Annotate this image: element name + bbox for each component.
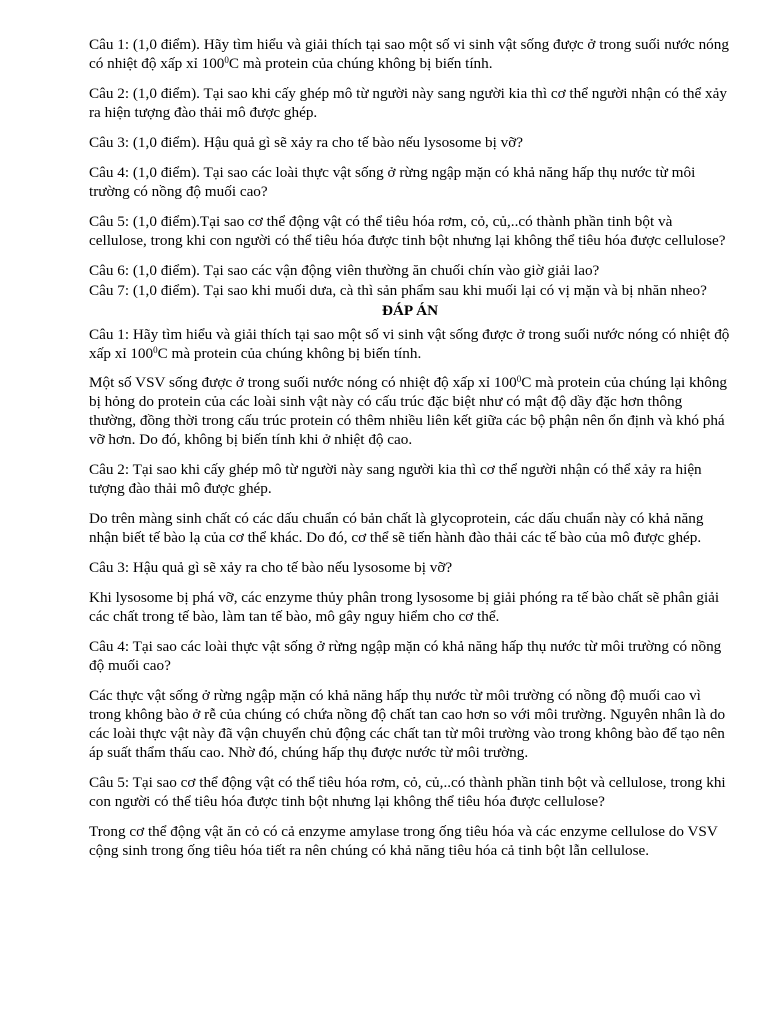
question-3: Câu 3: (1,0 điểm). Hậu quả gì sẽ xảy ra cho tế bào nếu lysosome bị vỡ? [89,134,524,151]
question-1: Câu 1: (1,0 điểm). Hãy tìm hiểu và giải thích tại sao một số vi sinh vật sống được ở trong suối nước nóng có nhiệt độ xấp xỉ $100^0C$ mà protein của chúng không bị biến tính. [89,36,729,72]
answer-2-question: Câu 2: Tại sao khi cấy ghép mô từ người này sang người kia thì cơ thể người nhận có thể xảy ra hiện tượng đào thải mô được ghép. [89,461,702,497]
question-5: Câu 5: (1,0 điểm).Tại sao cơ thể động vật có thể tiêu hóa rơm, cỏ, củ,..có thành phần tinh bột và cellulose, trong khi con người có thể tiêu hóa được tinh bột nhưng lại không thể tiêu hóa được cellulose? [89,213,726,249]
answer-5-text: Trong cơ thể động vật ăn cỏ có cả enzyme amylase trong ống tiêu hóa và các enzyme cellulose do VSV cộng sinh trong ống tiêu hóa tiết ra nên chúng có khả năng tiêu hóa cả tinh bột lẫn cellulose. [89,823,718,859]
question-7: Câu 7: (1,0 điểm). Tại sao khi muối dưa, cà thì sản phẩm sau khi muối lại có vị mặn và bị nhăn nheo? [89,282,707,299]
answer-4-text: Các thực vật sống ở rừng ngập mặn có khả năng hấp thụ nước từ môi trường có nồng độ muối cao vì trong không bào ở rễ của chúng có chứa nồng độ chất tan cao hơn so với môi trường. Nguyên nhân là do các loài thực vật này đã vận chuyển chủ động các chất tan từ môi trường vào trong không bào để tạo nên áp suất thẩm thấu cao. Nhờ đó, chúng hấp thụ được nước từ môi trường. [89,687,726,761]
answer-2-text: Do trên màng sinh chất có các dấu chuẩn có bản chất là glycoprotein, các dấu chuẩn này có khả năng nhận biết tế bào lạ của cơ thể khác. Do đó, cơ thể sẽ tiến hành đào thải các tế bào của mô được ghép. [89,510,704,546]
question-2: Câu 2: (1,0 điểm). Tại sao khi cấy ghép mô từ người này sang người kia thì cơ thể người nhận có thể xảy ra hiện tượng đào thải mô được ghép. [89,85,727,121]
answer-3-question: Câu 3: Hậu quả gì sẽ xảy ra cho tế bào nếu lysosome bị vỡ? [89,559,453,576]
answer-5-question: Câu 5: Tại sao cơ thể động vật có thể tiêu hóa rơm, cỏ, củ,..có thành phần tinh bột và cellulose, trong khi con người có thể tiêu hóa được tinh bột nhưng lại không thể tiêu hóa được cellulose? [89,774,726,810]
answer-1-question: Câu 1: Hãy tìm hiểu và giải thích tại sao một số vi sinh vật sống được ở trong suối nước nóng có nhiệt độ xấp xỉ $100^0C$ mà protein của chúng không bị biến tính. [89,326,730,362]
document-page [89,35,731,871]
answer-heading: ĐÁP ÁN [381,302,439,319]
question-4: Câu 4: (1,0 điểm). Tại sao các loài thực vật sống ở rừng ngập mặn có khả năng hấp thụ nước từ môi trường có nồng độ muối cao? [89,164,696,200]
answer-1-text: Một số VSV sống được ở trong suối nước nóng có nhiệt độ xấp xỉ $100^0C$ mà protein của chúng lại không bị hỏng do protein của các loài sinh vật này có cấu trúc đặc biệt như có mật độ dầy đặc hơn thông thường, đồng thời trong cấu trúc protein có thêm nhiều liên kết giữa các bộ phận nên ổn định và khó phá vỡ hơn. Do đó, không bị biến tính khi ở nhiệt độ cao. [89,374,728,448]
answer-4-question: Câu 4: Tại sao các loài thực vật sống ở rừng ngập mặn có khả năng hấp thụ nước từ môi trường có nồng độ muối cao? [89,638,722,674]
answer-3-text: Khi lysosome bị phá vỡ, các enzyme thủy phân trong lysosome bị giải phóng ra tế bào chất sẽ phân giải các chất trong tế bào, làm tan tế bào, mô gây nguy hiểm cho cơ thể. [89,589,720,625]
question-6: Câu 6: (1,0 điểm). Tại sao các vận động viên thường ăn chuối chín vào giờ giải lao? [89,262,600,279]
